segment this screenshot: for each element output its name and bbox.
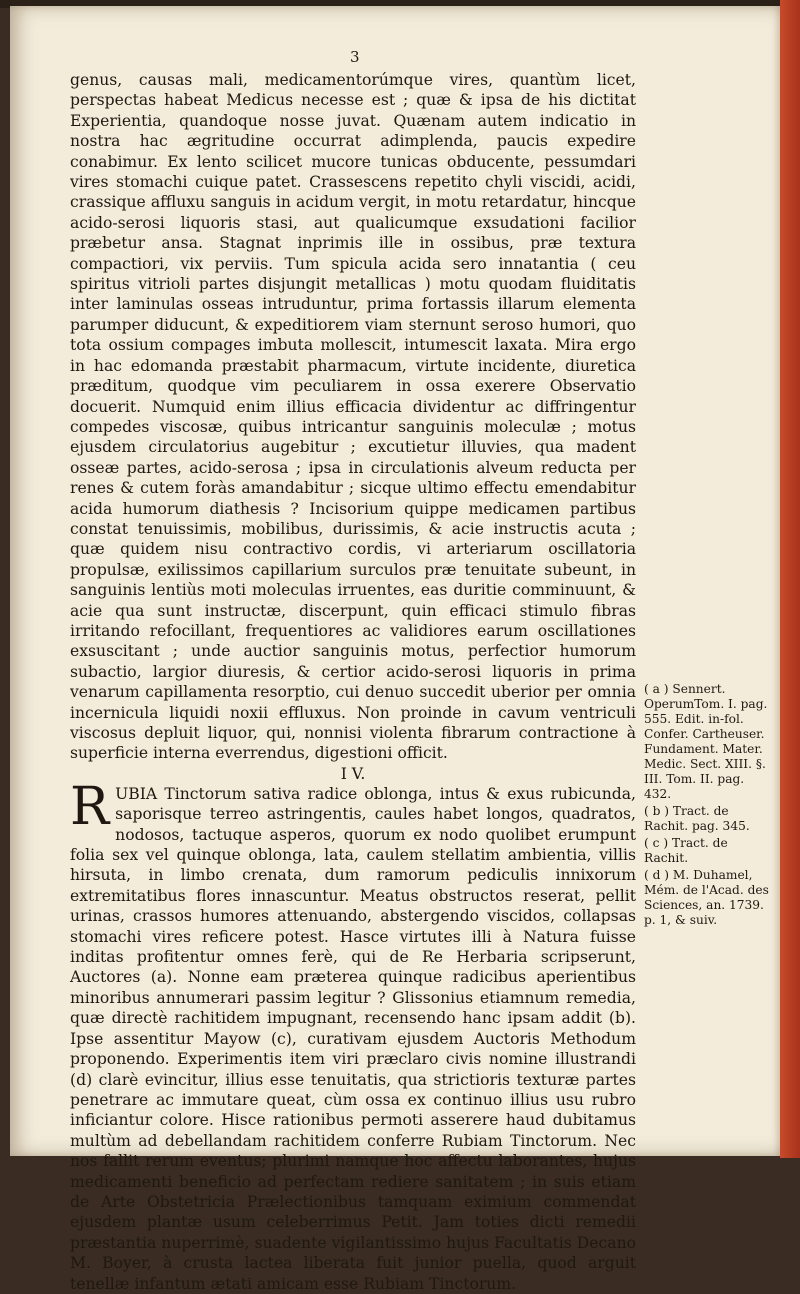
page-number: 3 xyxy=(350,48,360,66)
main-text xyxy=(70,70,636,1294)
book-page xyxy=(10,6,780,1293)
paragraph-2-container xyxy=(70,776,636,1294)
drop-cap: R xyxy=(70,776,110,837)
margin-note: ( b ) Tract. de Rachit. pag. 345. xyxy=(644,804,750,833)
section-heading: I V. xyxy=(340,764,366,783)
margin-note: ( c ) Tract. de Rachit. xyxy=(644,836,728,865)
margin-note: ( a ) Sennert. OperumTom. I. pag. 555. Edit. in-fol. Confer. Cartheuser. Fundament. Mater. Medic. Sect. XIII. §. III. Tom. II. pag. 432. xyxy=(644,682,768,801)
paragraph-1: genus, causas mali, medicamentorúmque vires, quantùm licet, perspectas habeat Medicus necesse est ; quæ & ipsa de his dictitat Experientia, quandoque nosse juvat. Quænam autem indicatio in nostra hac ægritudine occurrat adimplenda, paucis expedire conabimur. Ex lento scilicet mucore tunicas obducente, pessumdari vires stomachi cuique patet. Crassescens repetito chyli viscidi, acidi, crassique affluxu sanguis in acidum vergit, in motu retardatur, hincque acido-serosi liquoris stasi, aut qualicumque exsudationi facilior præbetur ansa. Stagnat inprimis ille in ossibus, præ textura compactiori, vix perviis. Tum spicula acida sero innatantia ( ceu spiritus vitrioli partes disjungit metallicas ) motu quodam fluiditatis inter laminulas osseas intruduntur, prima fortassis illarum elementa parumper diducunt, & expeditiorem viam sternunt seroso humori, quo tota ossium compages imbuta mollescit, intumescit laxata. Mira ergo in hac edomanda præstabit pharmacum, virtute incidente, diuretica præditum, quodque vim peculiarem in ossa exerere Observatio docuerit. Numquid enim illius efficacia dividentur ac diffringentur compedes viscosæ, quibus intricantur sanguinis moleculæ ; motus ejusdem circulatorius augebitur ; excutietur illuvies, qua madent osseæ partes, acido-serosa ; ipsa in circulationis alveum reducta per renes & cutem foràs amandabitur ; sicque ultimo effectu emendabitur acida humorum diathesis ? Incisorium quippe medicamen partibus constat tenuissimis, mobilibus, durissimis, & acie instructis acuta ; quæ quidem nisu contractivo cordis, vi arteriarum oscillatoria propulsæ, exilissimos capillarium surculos præ tenuitate subeunt, in sanguinis lentiùs moti moleculas irruentes, eas duritie comminuunt, & acie qua sunt instructæ, discerpunt, quin efficaci stimulo fibras irritando refocillant, frequentiores ac validiores earum oscillationes exsuscitant ; unde auctior sanguinis motus, perfectior humorum subactio, largior diuresis, & certior acido-serosi liquoris in prima venarum capillamenta resorptio, cui denuo succedit uberior per omnia incernicula liquidi noxii effluxus. Non proinde in cavum ventriculi viscosus depluit liquor, qui, nonnisi violenta fibrarum contractione à superficie interna everrendus, digestioni officit. xyxy=(70,71,636,763)
margin-notes xyxy=(644,682,774,930)
book-edge xyxy=(780,0,800,1158)
paragraph-2: UBIA Tinctorum sativa radice oblonga, intus & exus rubicunda, saporisque terreo astringentis, caules habet longos, quadratos, nodosos, tactuque asperos, quorum ex nodo quolibet erumpunt folia sex vel quinque oblonga, lata, caulem stellatim ambientia, villis hirsuta, in limbo crenata, dum ramorum pediculis innixorum extremitatibus flores innascuntur. Meatus obstructos reserat, pellit urinas, crassos humores attenuando, abstergendo viscidos, collapsas stomachi vires reficere potest. Hasce virtutes illi à Natura fuisse inditas profitentur omnes ferè, qui de Re Herbaria scripserunt, Auctores (a). Nonne eam præterea quinque radicibus aperientibus minoribus annumerari passim legitur ? Glissonius etiamnum remedia, quæ directè rachitidem impugnant, recensendo hanc ipsam addit (b). Ipse assentitur Mayow (c), curativam ejusdem Auctoris Methodum proponendo. Experimentis item viri præclaro civis nomine illustrandi (d) clarè evincitur, illius esse tenuitatis, qua strictioris texturæ partes penetrare ac immutare queat, cùm ossa ex continuo illius usu rubro inficiantur colore. Hisce rationibus permoti asserere haud dubitamus multùm ad debellandam rachitidem conferre Rubiam Tinctorum. Nec nos fallit rerum eventus; plurimi namque hoc affectu laborantes, hujus medicamenti beneficio ad perfectam rediere sanitatem ; in suis etiam de Arte Obstetricia Prælectionibus tamquam eximium commendat ejusdem plantæ usum celeberrimus Petit. Jam toties dicti remedii præstantia nuperrimè, suadente vigilantissimo hujus Facultatis Decano M. Boyer, à crusta lactea liberata fuit junior puella, quod arguit tenellæ infantum ætati amicam esse Rubiam Tinctorum. xyxy=(70,784,636,1293)
margin-note: ( d ) M. Duhamel, Mém. de l'Acad. des Sciences, an. 1739. p. 1, & suiv. xyxy=(644,868,769,927)
